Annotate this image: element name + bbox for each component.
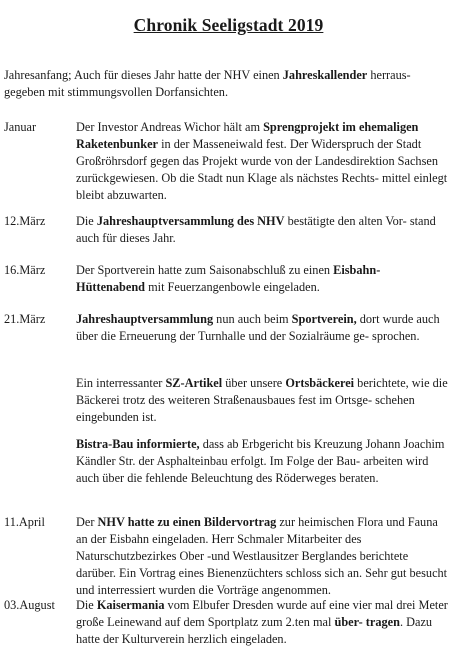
entry-date: 21.März: [4, 312, 46, 326]
page-title: Chronik Seeligstadt 2019: [133, 15, 324, 35]
entry-text: Der Investor Andreas Wichor hält am Sprengprojekt im ehemaligen Raketenbunker in der Masseneiwald fest. Der Widerspruch der Stadt Großröhrsdorf gegen das Projekt wurde von der Landesdirektion Sachsen zurückgewiesen. Ob die Stadt nun Klage als nächstes Rechts- mittel einlegt bleibt abzuwarten.: [76, 120, 448, 202]
entry-date: 12.März: [4, 214, 46, 228]
entry-date: Jahresanfang;: [4, 68, 72, 82]
entry-text: Die Jahreshauptversammlung des NHV bestätigte den alten Vor- stand auch für dieses Jahr.: [76, 214, 436, 245]
entry-date: 11.April: [4, 515, 45, 529]
entry-text: Der NHV hatte zu einen Bildervortrag zur heimischen Flora und Fauna an der Eisbahn eingeladen. Herr Schmaler Mitarbeiter des Naturschutzbezirkes Ober -und Westlausitzer Berglandes berichtete darüber. Ein Vortrag eines Bienenzüchters schloss sich an. Sehr gut besucht und interressiert wurden die Vorträge angenommen.: [76, 515, 448, 597]
entry-jahresanfang: [4, 67, 450, 101]
entry-text: Auch für dieses Jahr hatte der NHV einen Jahreskallender herraus- gegeben mit stimmungsvollen Dorfansichten.: [4, 68, 411, 99]
entry-date: 16.März: [4, 263, 46, 277]
entry-sz-artikel: [76, 375, 450, 426]
entry-text: Die Kaisermania vom Elbufer Dresden wurde auf eine vier mal drei Meter große Leinewand auf dem Sportplatz zum 2.ten mal über- tragen. Dazu hatte der Kulturverein herzlich eingeladen.: [76, 598, 448, 646]
entry-text: Jahreshauptversammlung nun auch beim Sportverein, dort wurde auch über die Erneuerung der Turnhalle und der Sozialräume ge- sprochen.: [76, 312, 440, 343]
entry-text: Der Sportverein hatte zum Saisonabschluß zu einen Eisbahn- Hüttenabend mit Feuerzangenbowle eingeladen.: [76, 263, 381, 294]
entry-date: Januar: [4, 120, 37, 134]
entry-bistra-bau: [76, 436, 450, 487]
entry-text: Ein interressanter SZ-Artikel über unsere Ortsbäckerei berichtete, wie die Bäckerei trotz des weiteren Straßenausbaues fest im Ortsge- schehen eingebunden ist.: [76, 376, 448, 424]
entry-text: Bistra-Bau informierte, dass ab Erbgericht bis Kreuzung Johann Joachim Kändler Str. der Asphalteinbau erfolgt. Im Folge der Bau- arbeiten wird auch über die fehlende Beleuchtung des Röderweges beraten.: [76, 437, 445, 485]
entry-date: 03.August: [4, 598, 55, 612]
